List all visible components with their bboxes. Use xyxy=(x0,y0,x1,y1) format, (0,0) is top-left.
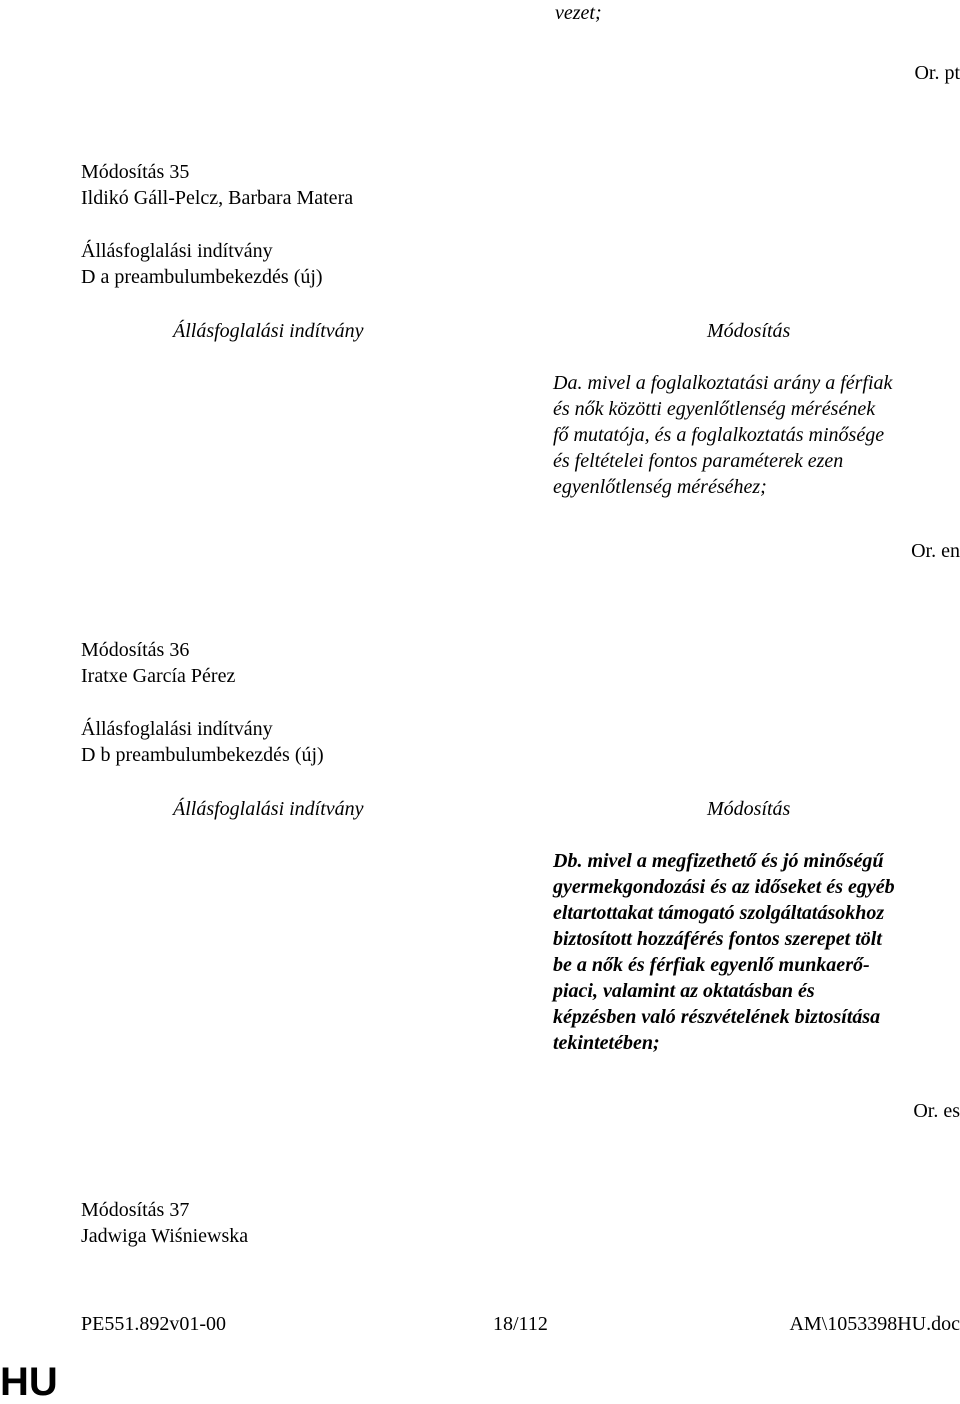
amendment-text xyxy=(553,370,953,500)
amendment-authors: Jadwiga Wiśniewska xyxy=(81,1225,249,1247)
text-line: egyenlőtlenség méréséhez; xyxy=(553,476,767,498)
text-line: piaci, valamint az oktatásban és xyxy=(553,980,815,1002)
text-line: fő mutatója, és a foglalkoztatás minősége xyxy=(553,424,885,446)
original-language: Or. pt xyxy=(914,62,960,84)
amendment-title: Módosítás 35 xyxy=(81,161,190,183)
amendment-reference: D b preambulumbekezdés (új) xyxy=(81,744,324,766)
original-language: Or. en xyxy=(911,540,960,562)
footer-reference: PE551.892v01-00 xyxy=(81,1313,226,1335)
column-header-right: Módosítás xyxy=(707,798,791,820)
text-line: gyermekgondozási és az időseket és egyéb xyxy=(553,876,895,898)
amendment-title: Módosítás 36 xyxy=(81,639,190,661)
column-header-left: Állásfoglalási indítvány xyxy=(173,320,364,342)
column-header-right: Módosítás xyxy=(707,320,791,342)
amendment-text xyxy=(553,848,953,1056)
text-line: és nők közötti egyenlőtlenség mérésének xyxy=(553,398,876,420)
text-line: képzésben való részvételének biztosítása xyxy=(553,1006,881,1028)
amendment-reference: D a preambulumbekezdés (új) xyxy=(81,266,323,288)
text-line: Da. mivel a foglalkoztatási arány a férfiak xyxy=(553,372,893,394)
amendment-authors: Ildikó Gáll-Pelcz, Barbara Matera xyxy=(81,187,354,209)
text-line: és feltételei fontos paraméterek ezen xyxy=(553,450,844,472)
footer-document-name: AM\1053398HU.doc xyxy=(789,1313,960,1335)
language-code: HU xyxy=(0,1360,58,1404)
column-header-left: Állásfoglalási indítvány xyxy=(173,798,364,820)
text-line: eltartottakat támogató szolgáltatásokhoz xyxy=(553,902,885,924)
amendment-authors: Iratxe García Pérez xyxy=(81,665,236,687)
text-line: biztosított hozzáférés fontos szerepet tölt xyxy=(553,928,882,950)
amendment-title: Módosítás 37 xyxy=(81,1199,190,1221)
text-line: be a nők és férfiak egyenlő munkaerő- xyxy=(553,954,870,976)
footer-page-number: 18/112 xyxy=(493,1313,548,1335)
original-language: Or. es xyxy=(913,1100,960,1122)
continuation-text: vezet; xyxy=(555,2,602,24)
document-type: Állásfoglalási indítvány xyxy=(81,718,273,740)
text-line: Db. mivel a megfizethető és jó minőségű xyxy=(553,850,884,872)
document-type: Állásfoglalási indítvány xyxy=(81,240,273,262)
text-line: tekintetében; xyxy=(553,1032,660,1054)
